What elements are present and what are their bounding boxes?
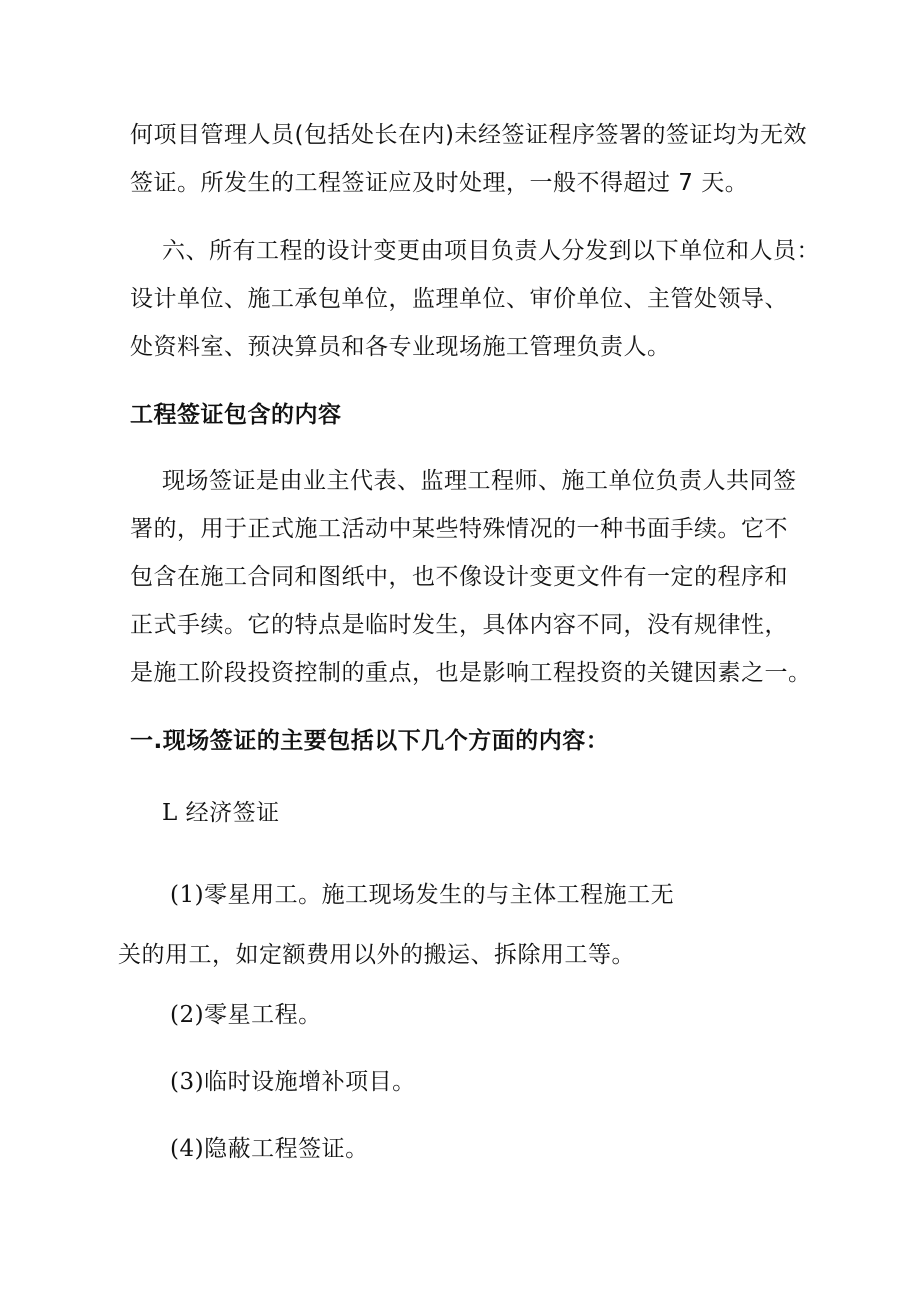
paragraph-line: 现场签证是由业主代表、监理工程师、施工单位负责人共同签 bbox=[162, 468, 797, 494]
paragraph-line: 处资料室、预决算员和各专业现场施工管理负责人。 bbox=[130, 334, 671, 360]
subheading: L 经济签证 bbox=[162, 800, 280, 826]
paragraph-line: 正式手续。它的特点是临时发生，具体内容不同，没有规律性， bbox=[130, 612, 788, 638]
list-item: (3)临时设施增补项目。 bbox=[170, 1069, 416, 1095]
paragraph-line: 设计单位、施工承包单位，监理单位、审价单位、主管处领导、 bbox=[130, 286, 788, 312]
paragraph-line: 包含在施工合同和图纸中，也不像设计变更文件有一定的程序和 bbox=[130, 564, 788, 590]
list-item: (2)零星工程。 bbox=[170, 1002, 322, 1028]
list-item: (1)零星用工。施工现场发生的与主体工程施工无 bbox=[170, 882, 675, 908]
paragraph-line: 署的，用于正式施工活动中某些特殊情况的一种书面手续。它不 bbox=[130, 516, 788, 542]
list-item-continuation: 关的用工，如定额费用以外的搬运、拆除用工等。 bbox=[118, 942, 635, 968]
paragraph-line: 何项目管理人员(包括处长在内)未经签证程序签署的签证均为无效 bbox=[130, 122, 807, 148]
paragraph-line: 是施工阶段投资控制的重点，也是影响工程投资的关键因素之一。 bbox=[130, 660, 812, 686]
section-heading: 工程签证包含的内容 bbox=[130, 402, 342, 428]
paragraph-line: 六、所有工程的设计变更由项目负责人分发到以下单位和人员： bbox=[162, 238, 820, 264]
section-heading: 一.现场签证的主要包括以下几个方面的内容： bbox=[130, 728, 610, 754]
list-item: (4)隐蔽工程签证。 bbox=[170, 1136, 369, 1162]
paragraph-line: 签证。所发生的工程签证应及时处理，一般不得超过 7 天。 bbox=[130, 170, 749, 196]
